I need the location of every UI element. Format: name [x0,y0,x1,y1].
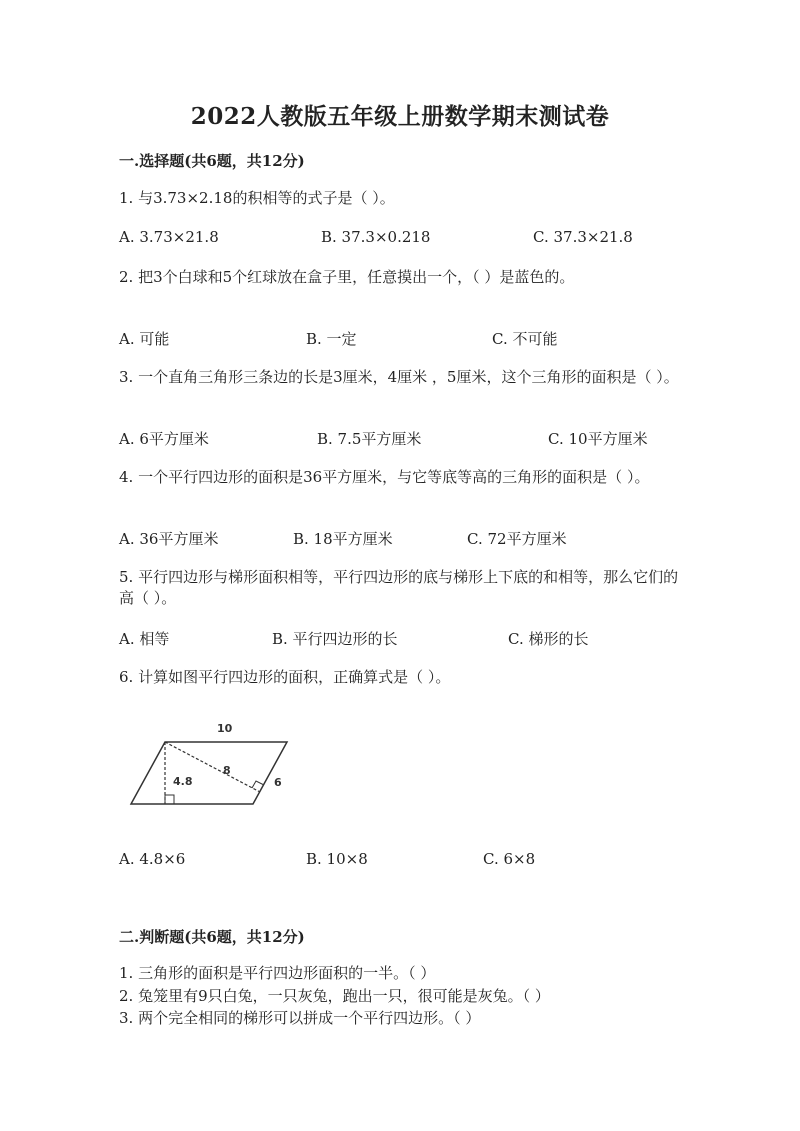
judge-item-1: 1. 三角形的面积是平行四边形面积的一半。（ ） [119,964,436,982]
q5-option-b: B. 平行四边形的长 [272,630,398,648]
label-top-base: 10 [217,722,233,735]
question-1: 1. 与3.73×2.18的积相等的式子是（ ）。 [119,189,395,207]
right-angle-mark-bottom [165,795,174,804]
judge-item-3: 3. 两个完全相同的梯形可以拼成一个平行四边形。（ ） [119,1009,481,1027]
q6-option-a: A. 4.8×6 [119,850,186,868]
q4-option-a: A. 36平方厘米 [119,530,219,548]
q2-option-a: A. 可能 [119,330,170,348]
q2-option-c: C. 不可能 [492,330,558,348]
q3-option-c: C. 10平方厘米 [548,430,648,448]
judge-item-2: 2. 兔笼里有9只白兔，一只灰兔，跑出一只，很可能是灰兔。（ ） [119,987,550,1005]
question-6: 6. 计算如图平行四边形的面积，正确算式是（ ）。 [119,668,451,686]
q5-option-c: C. 梯形的长 [508,630,589,648]
question-5: 5. 平行四边形与梯形面积相等，平行四边形的底与梯形上下底的和相等，那么它们的高（ ）。 [119,568,679,607]
page-title: 2022人教版五年级上册数学期末测试卷 [190,103,610,130]
q1-option-b: B. 37.3×0.218 [321,228,431,246]
question-4: 4. 一个平行四边形的面积是36平方厘米，与它等底等高的三角形的面积是（ ）。 [119,468,650,486]
section-heading-judge: 二.判断题(共6题，共12分) [119,928,305,946]
q3-option-b: B. 7.5平方厘米 [317,430,422,448]
q1-option-a: A. 3.73×21.8 [119,228,219,246]
q4-option-c: C. 72平方厘米 [467,530,567,548]
q6-option-b: B. 10×8 [306,850,368,868]
q5-option-a: A. 相等 [119,630,170,648]
question-2: 2. 把3个白球和5个红球放在盒子里，任意摸出一个，（ ）是蓝色的。 [119,268,575,286]
q3-option-a: A. 6平方厘米 [119,430,209,448]
label-height: 4.8 [173,775,193,788]
label-side: 6 [274,776,282,789]
section-heading-choice: 一.选择题(共6题，共12分) [119,152,305,170]
q4-option-b: B. 18平方厘米 [293,530,393,548]
q1-option-c: C. 37.3×21.8 [533,228,633,246]
q2-option-b: B. 一定 [306,330,357,348]
question-3: 3. 一个直角三角形三条边的长是3厘米，4厘米 ，5厘米，这个三角形的面积是（ ）。 [119,368,679,386]
q6-option-c: C. 6×8 [483,850,536,868]
parallelogram-figure [125,718,305,810]
parallelogram-outline [131,742,287,804]
label-diagonal: 8 [223,764,231,777]
